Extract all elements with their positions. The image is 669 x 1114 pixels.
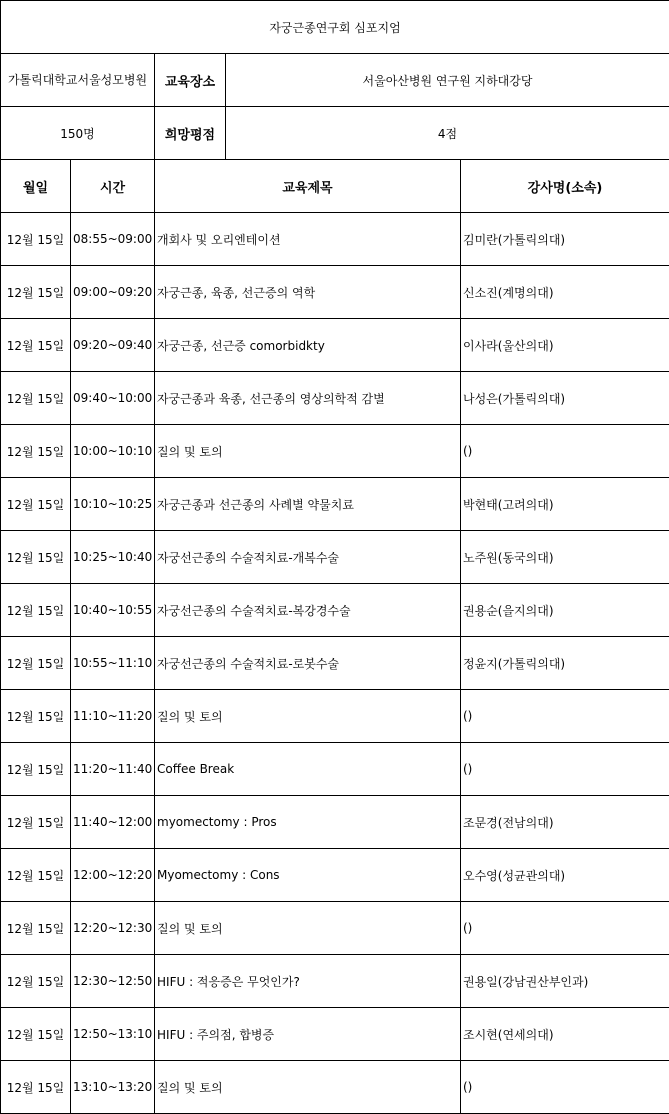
session-topic: Myomectomy : Cons (155, 849, 461, 902)
session-speaker: 이사라(울산의대) (461, 319, 669, 372)
session-topic: 자궁선근종의 수술적치료-개복수술 (155, 531, 461, 584)
organizer: 가톨릭대학교서울성모병원 (1, 54, 155, 107)
session-date: 12월 15일 (1, 478, 71, 531)
session-topic: HIFU : 적응증은 무엇인가? (155, 955, 461, 1008)
header-date: 월일 (1, 160, 71, 213)
table-row (1, 1061, 669, 1114)
session-time: 08:55~09:00 (71, 213, 155, 266)
session-date: 12월 15일 (1, 690, 71, 743)
session-time: 10:40~10:55 (71, 584, 155, 637)
session-date: 12월 15일 (1, 372, 71, 425)
table-row (1, 213, 669, 266)
session-time: 09:20~09:40 (71, 319, 155, 372)
session-topic: 질의 및 토의 (155, 902, 461, 955)
session-topic: 질의 및 토의 (155, 425, 461, 478)
session-date: 12월 15일 (1, 319, 71, 372)
rating: 4점 (226, 107, 669, 160)
session-topic: 질의 및 토의 (155, 690, 461, 743)
session-speaker: 나성은(가톨릭의대) (461, 372, 669, 425)
table-row (1, 796, 669, 849)
session-speaker: 오수영(성균관의대) (461, 849, 669, 902)
session-topic: HIFU : 주의점, 합병증 (155, 1008, 461, 1061)
table-row (1, 478, 669, 531)
session-speaker: 권용순(을지의대) (461, 584, 669, 637)
header-time: 시간 (71, 160, 155, 213)
session-time: 12:00~12:20 (71, 849, 155, 902)
session-speaker: 박현태(고려의대) (461, 478, 669, 531)
table-row (1, 584, 669, 637)
session-date: 12월 15일 (1, 213, 71, 266)
session-topic: 개회사 및 오리엔테이션 (155, 213, 461, 266)
session-date: 12월 15일 (1, 531, 71, 584)
table-row (1, 690, 669, 743)
session-speaker: 조시현(연세의대) (461, 1008, 669, 1061)
session-date: 12월 15일 (1, 637, 71, 690)
session-time: 10:10~10:25 (71, 478, 155, 531)
session-topic: myomectomy : Pros (155, 796, 461, 849)
title-row (1, 1, 669, 54)
session-speaker: 신소진(계명의대) (461, 266, 669, 319)
header-topic: 교육제목 (155, 160, 461, 213)
session-date: 12월 15일 (1, 955, 71, 1008)
session-topic: 질의 및 토의 (155, 1061, 461, 1114)
session-time: 12:50~13:10 (71, 1008, 155, 1061)
session-topic: 자궁근종, 육종, 선근증의 역학 (155, 266, 461, 319)
table-row (1, 1008, 669, 1061)
session-speaker: () (461, 690, 669, 743)
table-row (1, 637, 669, 690)
header-speaker: 강사명(소속) (461, 160, 669, 213)
session-speaker: 김미란(가톨릭의대) (461, 213, 669, 266)
session-time: 12:20~12:30 (71, 902, 155, 955)
session-date: 12월 15일 (1, 902, 71, 955)
session-speaker: 정윤지(가톨릭의대) (461, 637, 669, 690)
session-topic: 자궁근종과 육종, 선근종의 영상의학적 감별 (155, 372, 461, 425)
session-speaker: () (461, 743, 669, 796)
session-time: 09:40~10:00 (71, 372, 155, 425)
session-time: 09:00~09:20 (71, 266, 155, 319)
session-date: 12월 15일 (1, 849, 71, 902)
session-topic: Coffee Break (155, 743, 461, 796)
session-speaker: 권용일(강남권산부인과) (461, 955, 669, 1008)
session-time: 13:10~13:20 (71, 1061, 155, 1114)
session-time: 11:40~12:00 (71, 796, 155, 849)
session-speaker: 조문경(전남의대) (461, 796, 669, 849)
session-speaker: 노주원(동국의대) (461, 531, 669, 584)
session-time: 10:00~10:10 (71, 425, 155, 478)
session-speaker: () (461, 1061, 669, 1114)
table-row (1, 319, 669, 372)
session-time: 10:55~11:10 (71, 637, 155, 690)
table-row (1, 372, 669, 425)
session-speaker: () (461, 902, 669, 955)
session-topic: 자궁선근종의 수술적치료-복강경수술 (155, 584, 461, 637)
capacity-row (1, 107, 669, 160)
session-time: 12:30~12:50 (71, 955, 155, 1008)
table-row (1, 743, 669, 796)
session-topic: 자궁근종과 선근종의 사례별 약물치료 (155, 478, 461, 531)
capacity: 150명 (1, 107, 155, 160)
session-time: 11:10~11:20 (71, 690, 155, 743)
session-date: 12월 15일 (1, 266, 71, 319)
table-row (1, 955, 669, 1008)
session-speaker: () (461, 425, 669, 478)
session-date: 12월 15일 (1, 1061, 71, 1114)
session-topic: 자궁근종, 선근증 comorbidkty (155, 319, 461, 372)
venue-row (1, 54, 669, 107)
venue-label: 교육장소 (155, 54, 226, 107)
table-row (1, 531, 669, 584)
session-date: 12월 15일 (1, 1008, 71, 1061)
session-date: 12월 15일 (1, 584, 71, 637)
column-header-row (1, 160, 669, 213)
table-row (1, 425, 669, 478)
session-date: 12월 15일 (1, 743, 71, 796)
page-title: 자궁근종연구회 심포지엄 (1, 1, 669, 54)
table-row (1, 266, 669, 319)
session-time: 11:20~11:40 (71, 743, 155, 796)
table-row (1, 902, 669, 955)
session-topic: 자궁선근종의 수술적치료-로봇수술 (155, 637, 461, 690)
session-time: 10:25~10:40 (71, 531, 155, 584)
session-date: 12월 15일 (1, 796, 71, 849)
venue: 서울아산병원 연구원 지하대강당 (226, 54, 669, 107)
session-date: 12월 15일 (1, 425, 71, 478)
table-row (1, 849, 669, 902)
rating-label: 희망평점 (155, 107, 226, 160)
